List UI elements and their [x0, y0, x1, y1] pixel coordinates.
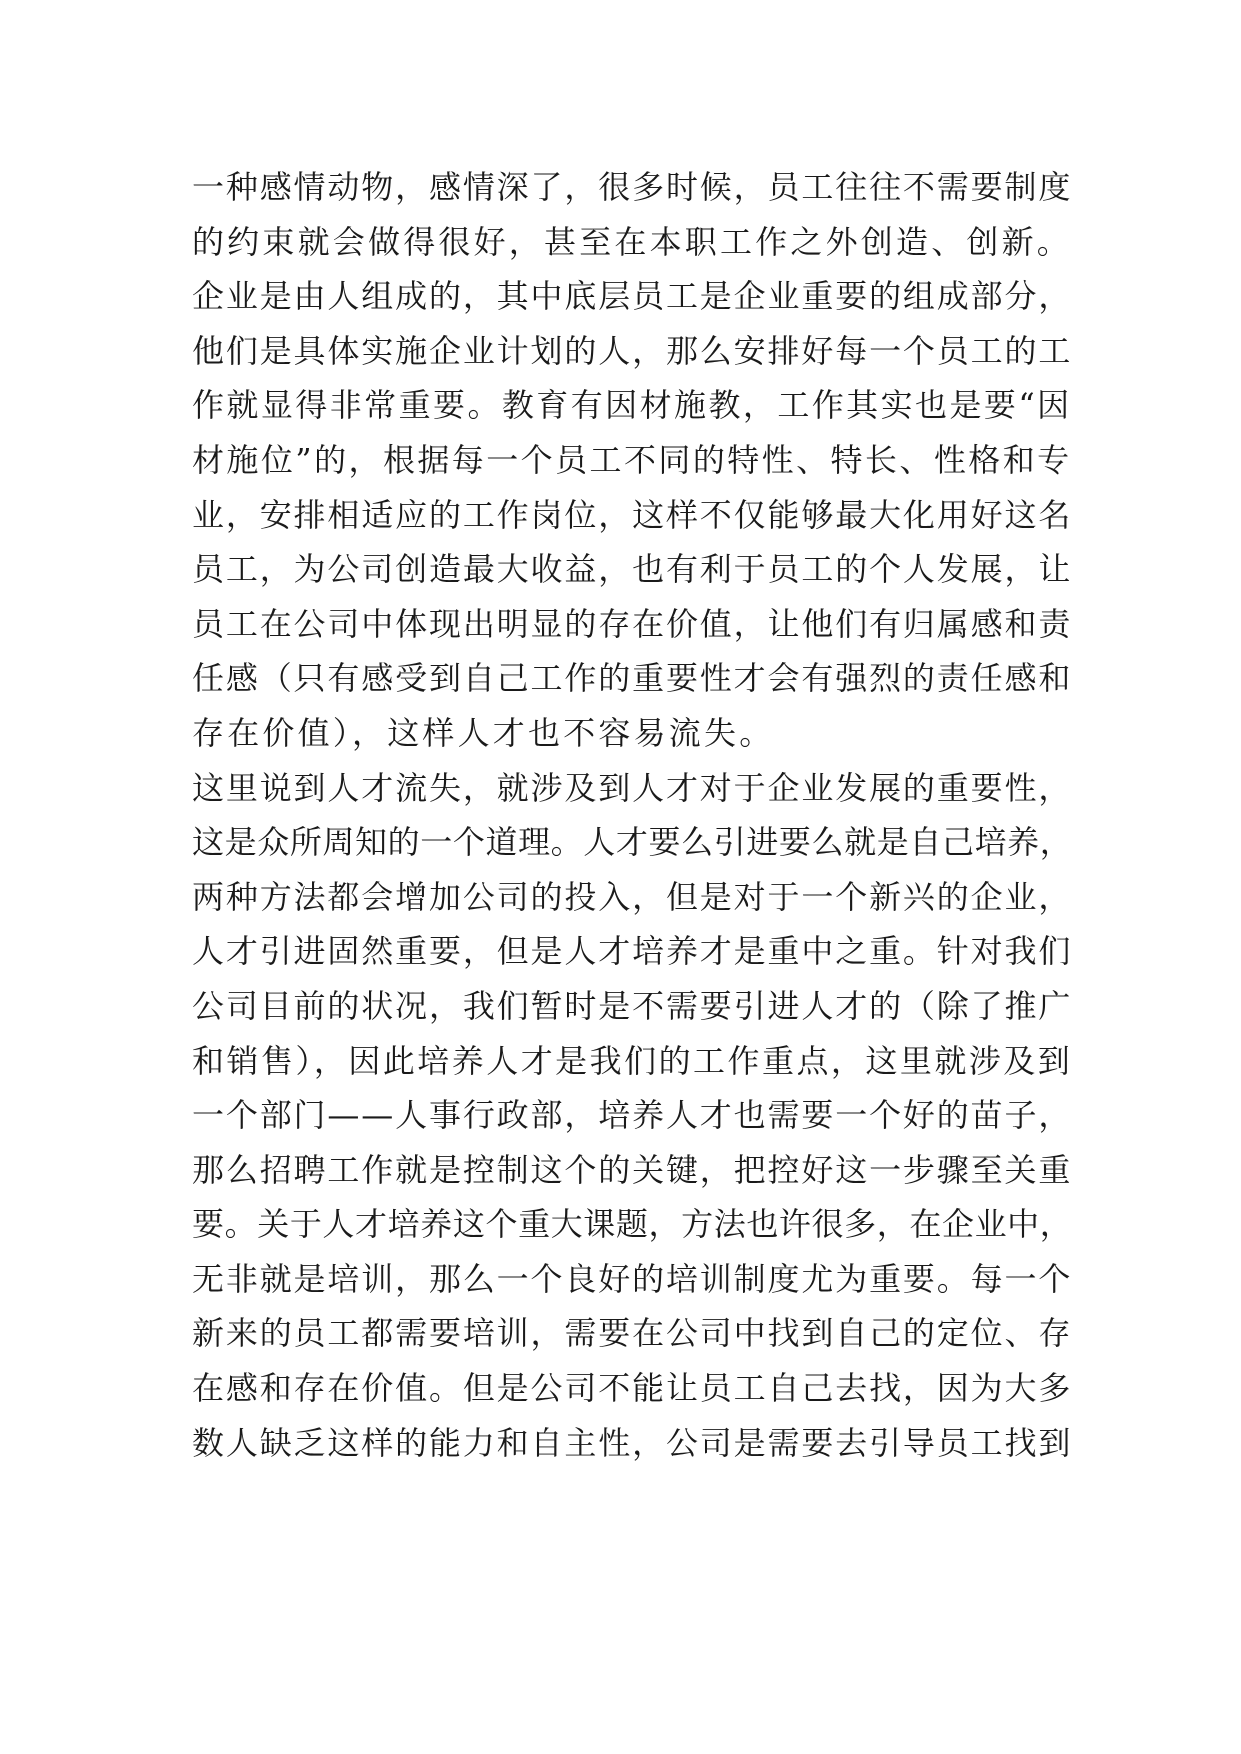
text-line: 一个部门——人事行政部，培养人才也需要一个好的苗子，: [192, 1096, 1073, 1135]
text-line: 员工在公司中体现出明显的存在价值，让他们有归属感和责: [192, 604, 1073, 643]
text-line: 这是众所周知的一个道理。人才要么引进要么就是自己培养，: [192, 823, 1073, 862]
text-line: 存在价值），这样人才也不容易流失。: [192, 713, 775, 752]
text-line: 和销售），因此培养人才是我们的工作重点，这里就涉及到: [192, 1041, 1073, 1080]
text-line: 作就显得非常重要。教育有因材施教，工作其实也是要“因: [192, 386, 1072, 425]
text-line: 在感和存在价值。但是公司不能让员工自己去找，因为大多: [192, 1369, 1073, 1408]
text-line: 员工，为公司创造最大收益，也有利于员工的个人发展，让: [192, 550, 1073, 589]
text-line: 的约束就会做得很好，甚至在本职工作之外创造、创新。: [192, 222, 1073, 261]
text-line: 新来的员工都需要培训，需要在公司中找到自己的定位、存: [192, 1314, 1073, 1353]
text-line: 一种感情动物，感情深了，很多时候，员工往往不需要制度: [192, 168, 1073, 206]
text-line: 他们是具体实施企业计划的人，那么安排好每一个员工的工: [192, 331, 1073, 370]
text-line: 无非就是培训，那么一个良好的培训制度尤为重要。每一个: [192, 1259, 1073, 1298]
text-line: 要。关于人才培养这个重大课题，方法也许很多，在企业中，: [192, 1205, 1073, 1244]
text-line: 人才引进固然重要，但是人才培养才是重中之重。针对我们: [192, 932, 1073, 971]
text-line: 任感（只有感受到自己工作的重要性才会有强烈的责任感和: [192, 659, 1073, 698]
text-line: 业，安排相适应的工作岗位，这样不仅能够最大化用好这名: [192, 495, 1073, 534]
text-line: 公司目前的状况，我们暂时是不需要引进人才的（除了推广: [192, 986, 1073, 1025]
body-text: [192, 160, 1072, 1470]
text-line: 材施位”的，根据每一个员工不同的特性、特长、性格和专: [192, 440, 1072, 479]
text-line: 企业是由人组成的，其中底层员工是企业重要的组成部分，: [192, 277, 1073, 316]
text-line: 这里说到人才流失，就涉及到人才对于企业发展的重要性，: [192, 768, 1073, 807]
text-line: 那么招聘工作就是控制这个的关键，把控好这一步骤至关重: [192, 1150, 1073, 1189]
text-line: 数人缺乏这样的能力和自主性，公司是需要去引导员工找到: [192, 1423, 1073, 1462]
text-line: 两种方法都会增加公司的投入，但是对于一个新兴的企业，: [192, 877, 1073, 916]
